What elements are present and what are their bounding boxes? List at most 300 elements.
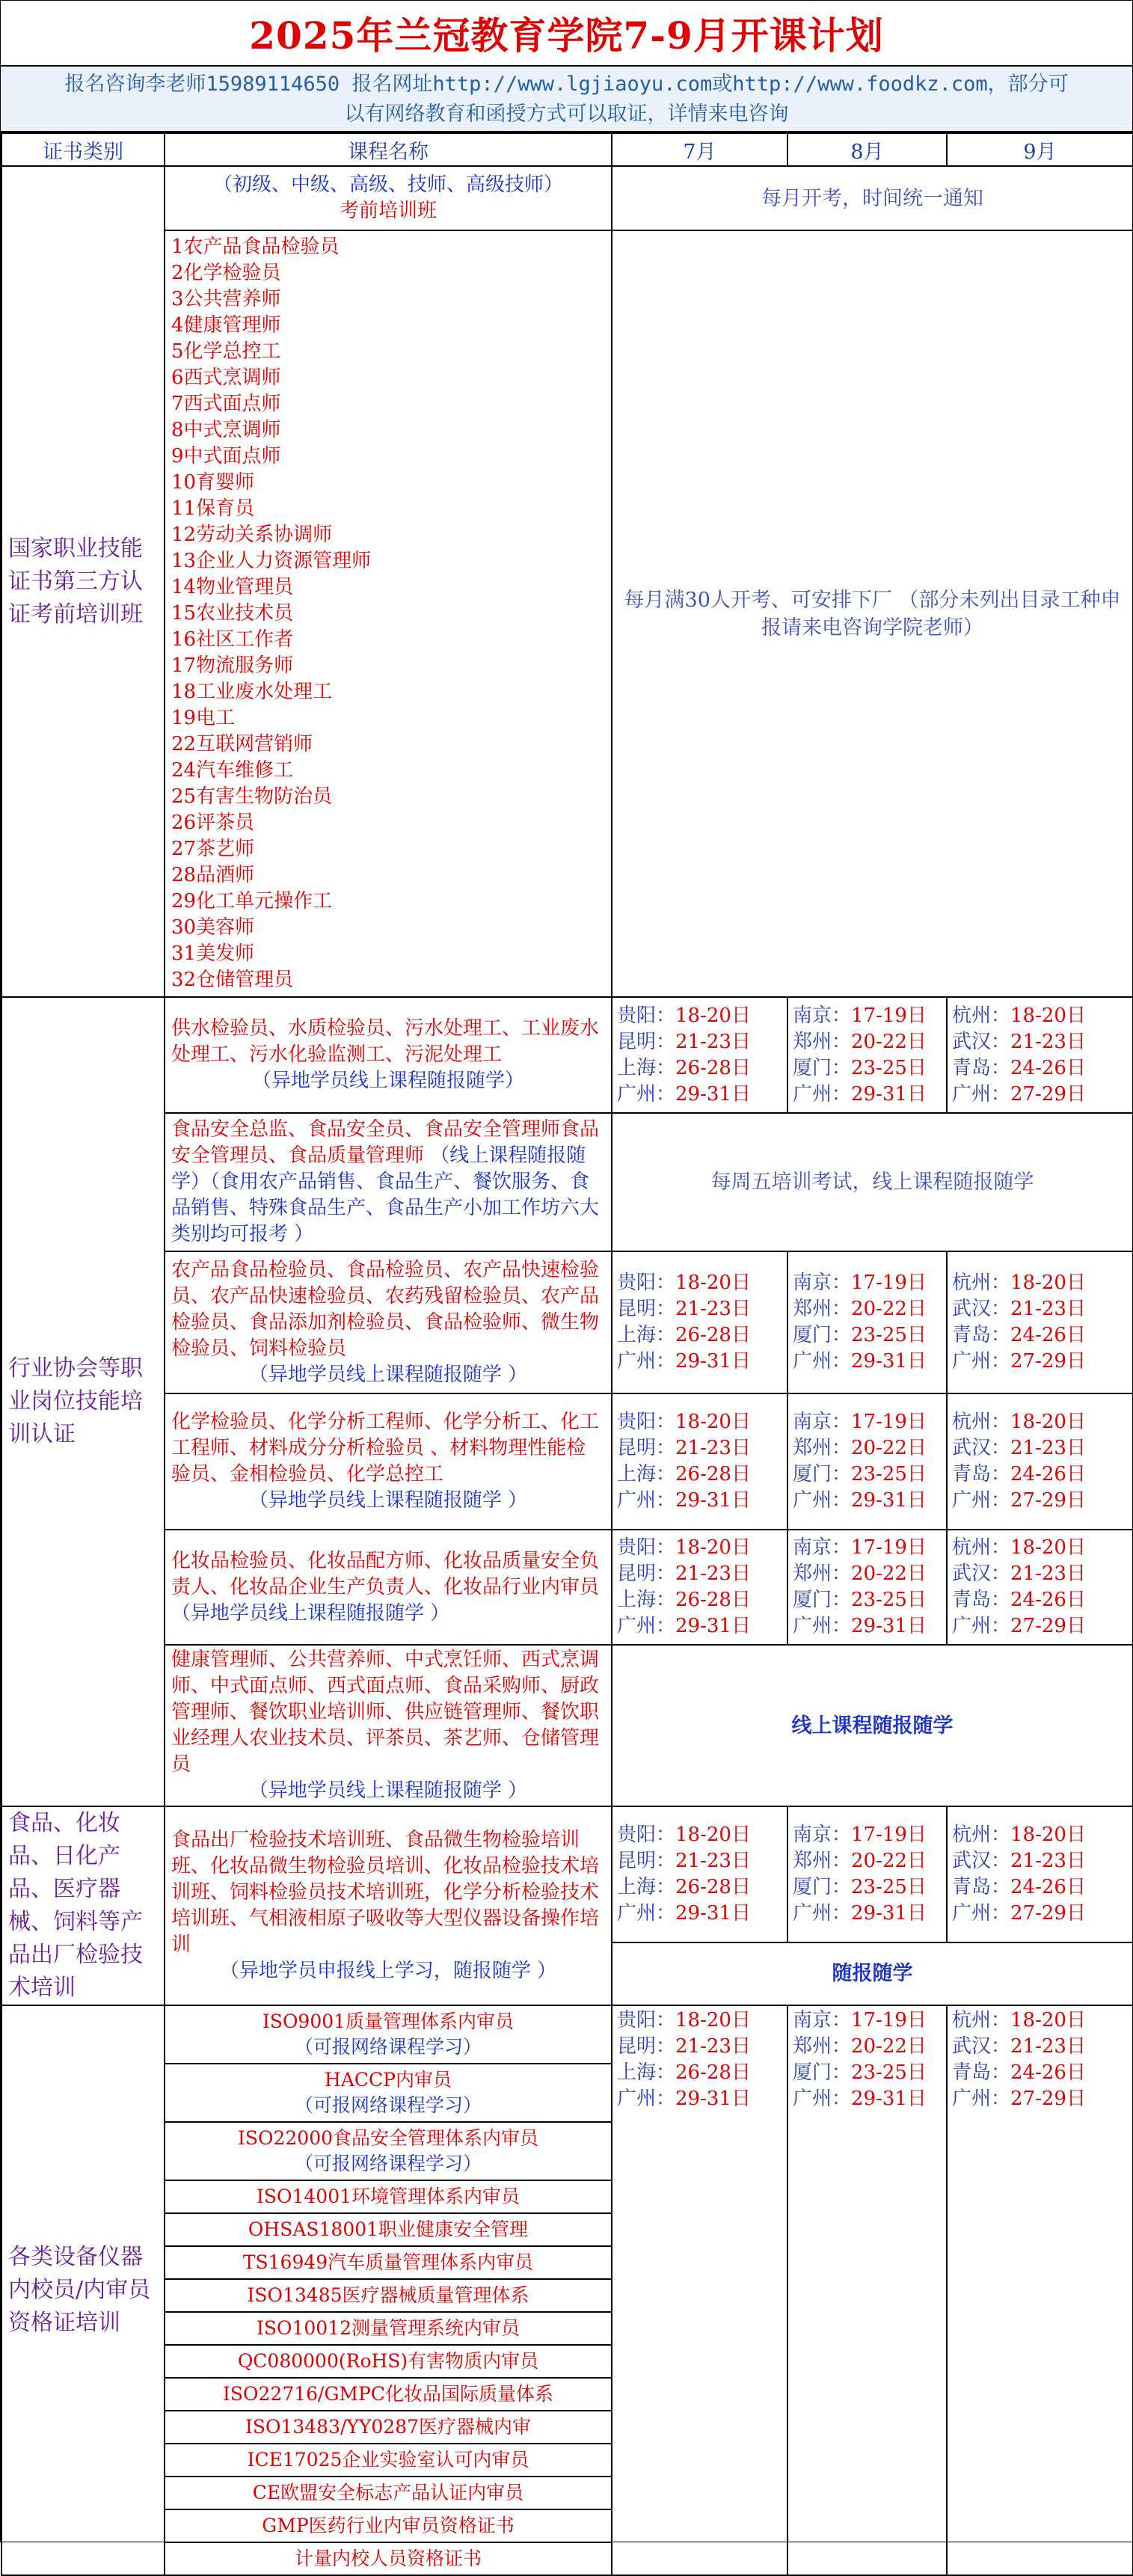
course-text: 农产品食品检验员、食品检验员、农产品快速检验员、农产品快速检验员、农药残留检验员、农产品检验员、食品添加剂检验员、食品检验师、微生物检验员、饲料检验员 [171,1258,600,1360]
sep-schedule [947,1251,1133,1393]
schedule-date: 26-28日 [675,1324,751,1346]
course-note: （异地学员线上课程随报随学 ） [248,1363,528,1386]
schedule-city: 广州： [952,1082,1011,1105]
list-item: 28品酒师 [171,864,255,886]
schedule-entry [952,1901,1128,1927]
schedule-city: 厦门： [793,1056,852,1079]
cert-note: （可报网络课程学习） [294,2036,482,2058]
header-category: 证书类别 [1,133,165,166]
schedule-date: 18-20日 [1010,1823,1086,1846]
schedule-city: 郑州： [793,2035,852,2058]
schedule-entry [793,1409,942,1435]
schedule-date: 24-26日 [1010,1589,1086,1611]
schedule-entry [952,1322,1128,1349]
schedule-entry [793,2008,942,2034]
list-item [165,2377,611,2410]
list-item: 3公共营养师 [171,288,281,310]
jul-schedule [612,1530,787,1645]
sep-schedule [947,1806,1133,1942]
schedule-entry [793,1488,942,1514]
cert-name: HACCP内审员 [325,2069,452,2091]
list-item [165,2278,611,2311]
aug-schedule [787,1393,947,1530]
schedule-entry [617,1435,782,1462]
schedule-entry [617,1535,782,1561]
schedule-date: 18-20日 [675,1272,751,1294]
table-row [1,1806,1133,1942]
schedule-date: 20-22日 [851,1298,927,1320]
list-item: 16社区工作者 [171,628,294,651]
schedule-entry [952,1561,1128,1587]
schedule-entry [793,1322,942,1349]
schedule-date: 29-31日 [851,1489,927,1512]
schedule-entry [793,1003,942,1029]
list-item: 15农业技术员 [171,602,294,625]
jul-schedule [612,1393,787,1530]
jul-schedule [612,1251,787,1393]
schedule-entry [617,1082,782,1108]
schedule-city: 武汉： [952,1849,1011,1872]
list-item: 29化工单元操作工 [171,890,333,913]
header-aug: 8月 [787,133,947,166]
schedule-city: 广州： [793,2088,852,2110]
schedule-date: 21-23日 [675,1563,751,1585]
schedule-entry [793,1270,942,1296]
cert-name: OHSAS18001职业健康安全管理 [248,2218,529,2240]
course-cell [165,1530,612,1645]
schedule-entry [952,1848,1128,1874]
cert-name: ICE17025企业实验室认可内审员 [247,2449,529,2471]
schedule-city: 武汉： [952,1437,1011,1459]
course-text: 食品安全总监、食品安全员、食品安全管理师食品安全管理员、食品质量管理师 [171,1118,600,1167]
schedule-date: 17-19日 [851,2009,927,2031]
schedule-entry [617,2060,782,2086]
prep-line-1: （初级、中级、高级、技师、高级技师） [212,174,563,196]
schedule-date: 18-20日 [675,1536,751,1559]
schedule-date: 18-20日 [675,1823,751,1846]
schedule-city: 厦门： [793,2061,852,2084]
schedule-date: 17-19日 [851,1411,927,1433]
schedule-date: 29-31日 [675,1082,751,1105]
schedule-city: 南京： [793,1823,852,1846]
list-item [165,2476,611,2509]
list-item: 7西式面点师 [171,393,281,415]
schedule-date: 26-28日 [675,1463,751,1485]
schedule-city: 广州： [952,1489,1011,1512]
notice-cell: 每月满30人开考、可安排下厂 （部分未列出目录工种申报请来电咨询学院老师） [612,230,1133,997]
schedule-entry [617,2034,782,2060]
list-item: 14物业管理员 [171,576,294,598]
schedule-city: 广州： [952,2088,1011,2110]
course-cell [165,997,612,1113]
schedule-city: 上海： [617,1589,676,1611]
schedule-date: 23-25日 [851,1056,927,1079]
schedule-city: 南京： [793,1272,852,1294]
schedule-entry [617,1055,782,1082]
list-item [165,2509,611,2542]
cert-name: GMP医药行业内审员资格证书 [262,2515,515,2536]
schedule-city: 广州： [952,1615,1011,1637]
schedule-city: 昆明： [617,2035,676,2058]
course-text: 化妆品检验员、化妆品配方师、化妆品质量安全负责人、化妆品企业生产负责人、化妆品行业内审员 [171,1549,600,1598]
schedule-entry [617,1822,782,1848]
schedule-date: 23-25日 [851,1463,927,1485]
schedule-date: 27-29日 [1010,1350,1086,1373]
aug-schedule [787,1251,947,1393]
schedule-city: 昆明： [617,1030,676,1053]
schedule-entry [793,1082,942,1108]
schedule-city: 青岛： [952,1463,1011,1485]
cert-name: ISO13483/YY0287医疗器械内审 [245,2416,532,2438]
list-item: 12劳动关系协调师 [171,524,333,546]
schedule-date: 20-22日 [851,1437,927,1459]
schedule-date: 26-28日 [675,2061,751,2084]
list-item: 13企业人力资源管理师 [171,550,372,572]
schedule-city: 上海： [617,1875,676,1898]
schedule-city: 贵阳： [617,1536,676,1559]
list-item: 4健康管理师 [171,314,281,337]
list-item: 31美发师 [171,942,255,965]
schedule-date: 24-26日 [1010,1324,1086,1346]
list-item [165,2542,611,2575]
schedule-city: 广州： [617,2088,676,2110]
schedule-entry [793,1029,942,1055]
sep-schedule [947,2005,1133,2575]
schedule-date: 29-31日 [851,2088,927,2110]
cert-list-cell [165,2005,612,2575]
list-item [165,2212,611,2245]
schedule-entry [952,1349,1128,1375]
aug-schedule [787,997,947,1113]
schedule-date: 27-29日 [1010,2088,1086,2110]
list-item: 10育婴师 [171,471,255,494]
schedule-entry [617,1848,782,1874]
schedule-entry [952,2008,1128,2034]
notice-cell: 每月开考，时间统一通知 [612,166,1133,230]
cert-list [165,2006,611,2575]
schedule-entry [793,1874,942,1901]
list-item: 6西式烹调师 [171,367,281,389]
schedule-entry [952,2060,1128,2086]
aug-schedule [787,2005,947,2575]
list-item [165,2443,611,2476]
schedule-entry [793,1462,942,1488]
schedule-entry [617,1270,782,1296]
table-row [1,2005,1133,2575]
notice-cell: 每周五培训考试，线上课程随报随学 [612,1113,1133,1251]
schedule-entry [952,1435,1128,1462]
schedule-city: 广州： [617,1615,676,1637]
schedule-date: 24-26日 [1010,2061,1086,2084]
schedule-date: 21-23日 [675,1849,751,1872]
schedule-city: 杭州： [952,2009,1011,2031]
schedule-city: 厦门： [793,1875,852,1898]
schedule-date: 20-22日 [851,1563,927,1585]
category-cell: 各类设备仪器内校员/内审员资格证培训 [1,2005,165,2575]
schedule-date: 18-20日 [1010,1536,1086,1559]
list-item [165,2245,611,2278]
schedule-city: 郑州： [793,1563,852,1585]
cert-name: ISO9001质量管理体系内审员 [262,2011,515,2032]
schedule-date: 24-26日 [1010,1056,1086,1079]
table-row [1,230,1133,997]
schedule-city: 贵阳： [617,1411,676,1433]
schedule-entry [952,1270,1128,1296]
schedule-city: 昆明： [617,1298,676,1320]
schedule-date: 26-28日 [675,1589,751,1611]
schedule-date: 17-19日 [851,1536,927,1559]
schedule-entry [952,1822,1128,1848]
schedule-city: 青岛： [952,1875,1011,1898]
schedule-city: 广州： [793,1489,852,1512]
course-text: 食品出厂检验技术培训班、食品微生物检验培训班、化妆品微生物检验员培训、化妆品检验技术培训班、饲料检验员技术培训班，化学分析检验技术培训班、气相液相原子吸收等大型仪器设备操作培训 [171,1829,600,1956]
schedule-city: 广州： [793,1901,852,1925]
schedule-city: 广州： [793,1615,852,1637]
course-cell [165,1113,612,1251]
schedule-entry [617,1874,782,1901]
schedule-date: 23-25日 [851,1875,927,1898]
table-row [1,1113,1133,1251]
schedule-date: 29-31日 [675,1489,751,1512]
schedule-entry [793,2034,942,2060]
schedule-city: 青岛： [952,1056,1011,1079]
schedule-city: 上海： [617,1056,676,1079]
course-text: 化学检验员、化学分析工程师、化学分析工、化工工程师、材料成分分析检验员 、材料物理性能检验员、金相检验员、化学总控工 [171,1411,600,1485]
schedule-date: 18-20日 [1010,1272,1086,1294]
list-item [165,2180,611,2212]
contact-line-2: 以有网络教育和函授方式可以取证，详情来电咨询 [344,102,789,126]
jul-schedule [612,1806,787,1942]
schedule-entry [793,2060,942,2086]
course-text: 健康管理师、公共营养师、中式烹饪师、西式烹调师、中式面点师、西式面点师、食品采购师、厨政管理师、餐饮职业培训师、供应链管理师、餐饮职业经理人农业技术员、评茶员、茶艺师、仓储管理员 [171,1649,600,1776]
schedule-date: 21-23日 [675,1437,751,1459]
category-cell: 国家职业技能证书第三方认证考前培训班 [1,166,165,997]
cert-note: （可报网络课程学习） [294,2094,482,2116]
schedule-entry [793,1822,942,1848]
schedule-date: 27-29日 [1010,1489,1086,1512]
jul-schedule [612,2005,787,2575]
list-item [165,2410,611,2443]
header-course: 课程名称 [165,133,612,166]
course-note: （异地学员线上课程随报随学） [251,1070,524,1092]
schedule-date: 23-25日 [851,2061,927,2084]
schedule-date: 21-23日 [675,2035,751,2058]
schedule-city: 昆明： [617,1437,676,1459]
list-item: 26评茶员 [171,812,255,834]
schedule-entry [793,1901,942,1927]
schedule-entry [617,1587,782,1613]
schedule-city: 广州： [617,1901,676,1925]
course-list-cell [165,230,612,997]
schedule-date: 26-28日 [675,1875,751,1898]
schedule-date: 21-23日 [1010,1298,1086,1320]
schedule-entry [617,1901,782,1927]
schedule-date: 29-31日 [851,1350,927,1373]
schedule-city: 厦门： [793,1324,852,1346]
schedule-entry [952,2034,1128,2060]
schedule-city: 广州： [952,1350,1011,1373]
schedule-city: 杭州： [952,1272,1011,1294]
list-item: 17物流服务师 [171,654,294,677]
cert-name: ISO14001环境管理体系内审员 [256,2186,521,2207]
schedule-entry [793,1349,942,1375]
schedule-entry [793,1296,942,1322]
notice-cell: 线上课程随报随学 [612,1645,1133,1806]
schedule-entry [952,1488,1128,1514]
schedule-city: 武汉： [952,2035,1011,2058]
schedule-date: 21-23日 [1010,1849,1086,1872]
cert-name: ISO13485医疗器械质量管理体系 [247,2284,529,2306]
header-row [1,133,1133,166]
schedule-date: 27-29日 [1010,1082,1086,1105]
sep-schedule [947,1530,1133,1645]
schedule-date: 27-29日 [1010,1615,1086,1637]
table-row [1,1393,1133,1530]
prep-line-2: 考前培训班 [339,200,437,222]
schedule-date: 26-28日 [675,1056,751,1079]
schedule-date: 24-26日 [1010,1463,1086,1485]
cert-name: 计量内校人员资格证书 [294,2548,482,2569]
schedule-city: 昆明： [617,1563,676,1585]
schedule-date: 21-23日 [1010,1030,1086,1053]
list-item: 11保育员 [171,497,255,520]
cert-name: ISO10012测量管理系统内审员 [256,2317,521,2339]
course-note: （异地学员线上课程随报随学 ） [171,1601,450,1625]
schedule-entry [793,2086,942,2112]
schedule-entry [617,1488,782,1514]
table-row [1,166,1133,230]
schedule-date: 21-23日 [675,1030,751,1053]
schedule-city: 广州： [617,1082,676,1105]
contact-line-1: 报名咨询李老师15989114650 报名网址http://www.lgjiaoyu.com或http://www.foodkz.com，部分可 [64,73,1069,96]
schedule-entry [952,1003,1128,1029]
list-item [165,2344,611,2377]
schedule-date: 20-22日 [851,2035,927,2058]
schedule-city: 杭州： [952,1536,1011,1559]
course-text: 供水检验员、水质检验员、污水处理工、工业废水处理工、污水化验监测工、污泥处理工 [171,1017,600,1066]
schedule-entry [952,1535,1128,1561]
list-item: 1农产品食品检验员 [171,236,340,258]
list-item: 22互联网营销师 [171,733,313,755]
schedule-city: 上海： [617,1324,676,1346]
schedule-city: 郑州： [793,1030,852,1053]
schedule-entry [617,2086,782,2112]
cert-name: QC080000(RoHS)有害物质内审员 [237,2350,539,2372]
schedule-entry [952,1462,1128,1488]
schedule-date: 29-31日 [851,1901,927,1925]
schedule-entry [793,1535,942,1561]
list-item [165,2311,611,2344]
schedule-entry [793,1055,942,1082]
schedule-city: 广州： [793,1082,852,1105]
list-item: 32仓储管理员 [171,969,294,991]
schedule-city: 青岛： [952,2061,1011,2084]
schedule-date: 18-20日 [1010,1004,1086,1027]
schedule-city: 贵阳： [617,1272,676,1294]
aug-schedule [787,1806,947,1942]
schedule-date: 23-25日 [851,1324,927,1346]
schedule-date: 18-20日 [1010,2009,1086,2031]
schedule-date: 17-19日 [851,1004,927,1027]
schedule-entry [617,1322,782,1349]
schedule-date: 29-31日 [675,1901,751,1925]
schedule-entry [952,1296,1128,1322]
schedule-city: 广州： [793,1350,852,1373]
list-item: 5化学总控工 [171,340,281,363]
header-sep: 9月 [947,133,1133,166]
schedule-city: 上海： [617,1463,676,1485]
jul-schedule [612,997,787,1113]
schedule-date: 18-20日 [675,2009,751,2031]
contact-banner [1,67,1132,132]
schedule-date: 27-29日 [1010,1901,1086,1925]
category-cell: 食品、化妆品、日化产品、医疗器械、饲料等产品出厂检验技术培训 [1,1806,165,2005]
schedule-city: 贵阳： [617,1004,676,1027]
list-item: 19电工 [171,707,236,729]
schedule-date: 24-26日 [1010,1875,1086,1898]
schedule-date: 21-23日 [1010,1437,1086,1459]
schedule-date: 29-31日 [675,1615,751,1637]
table-row [1,1530,1133,1645]
schedule-entry [952,2086,1128,2112]
course-cell [165,1806,612,2005]
schedule-entry [793,1587,942,1613]
schedule-date: 21-23日 [675,1298,751,1320]
schedule-city: 南京： [793,2009,852,2031]
cert-name: ISO22716/GMPC化妆品国际质量体系 [223,2383,553,2405]
schedule-entry [952,1874,1128,1901]
schedule-date: 29-31日 [675,2088,751,2110]
list-item: 2化学检验员 [171,262,281,284]
schedule-entry [952,1029,1128,1055]
schedule-city: 南京： [793,1536,852,1559]
schedule-city: 贵阳： [617,2009,676,2031]
schedule-city: 武汉： [952,1298,1011,1320]
schedule-entry [793,1848,942,1874]
schedule-city: 杭州： [952,1004,1011,1027]
schedule-entry [793,1613,942,1640]
schedule-city: 杭州： [952,1823,1011,1846]
schedule-city: 青岛： [952,1589,1011,1611]
course-cell [165,1393,612,1530]
schedule-date: 18-20日 [675,1411,751,1433]
list-item: 27茶艺师 [171,838,255,860]
schedule-date: 20-22日 [851,1849,927,1872]
list-item: 30美容师 [171,916,255,939]
category-cell: 行业协会等职业岗位技能培训认证 [1,997,165,1806]
list-item: 24汽车维修工 [171,759,294,782]
course-note: （异地学员线上课程随报随学 ） [248,1489,528,1512]
page-title: 2025年兰冠教育学院7-9月开课计划 [1,1,1132,67]
schedule-entry [952,1082,1128,1108]
schedule-date: 23-25日 [851,1589,927,1611]
schedule-city: 杭州： [952,1411,1011,1433]
schedule-date: 20-22日 [851,1030,927,1053]
schedule-entry [617,1561,782,1587]
header-jul: 7月 [612,133,787,166]
table-row [1,1251,1133,1393]
schedule-city: 南京： [793,1004,852,1027]
schedule-entry [952,1613,1128,1640]
schedule-entry [617,1613,782,1640]
sep-schedule [947,1393,1133,1530]
schedule-city: 郑州： [793,1298,852,1320]
schedule-city: 青岛： [952,1324,1011,1346]
notice-cell: 随报随学 [612,1942,1133,2005]
schedule-entry [952,1055,1128,1082]
schedule-city: 广州： [617,1350,676,1373]
schedule-date: 17-19日 [851,1823,927,1846]
